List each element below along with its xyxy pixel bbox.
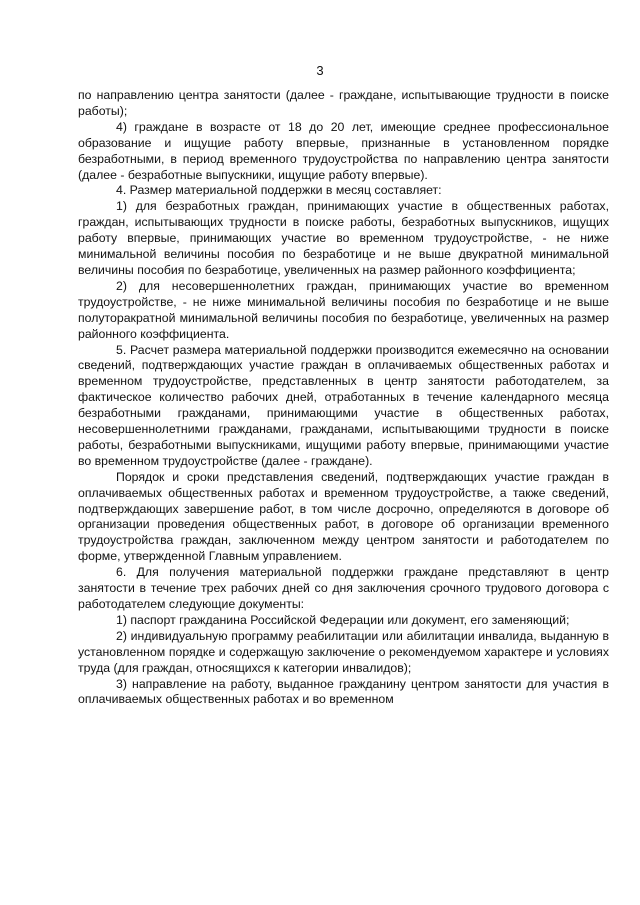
paragraph-item-4-graduates: 4) граждане в возрасте от 18 до 20 лет, имеющие среднее профессиональное образование и ищущие работу впервые, признанные в установленном порядке безработными, в период временного трудоустройства по направлению центра занятости (далее - безработные выпускники, ищущие работу впервые).	[78, 119, 609, 182]
paragraph-section-6-item-2: 2) индивидуальную программу реабилитации или абилитации инвалида, выданную в установленном порядке и содержащую заключение о рекомендуемом характере и условиях труда (для граждан, относящихся к категории инвалидов);	[78, 628, 609, 675]
paragraph-section-4: 4. Размер материальной поддержки в месяц составляет:	[116, 183, 442, 198]
paragraph-section-6: 6. Для получения материальной поддержки граждане представляют в центр занятости в течение трех рабочих дней со дня заключения срочного трудового договора с работодателем следующие документы:	[78, 565, 609, 611]
document-body	[78, 88, 609, 708]
paragraph-continuation: по направлению центра занятости (далее - граждане, испытывающие трудности в поиске работы);	[78, 88, 609, 118]
paragraph-section-4-item-2: 2) для несовершеннолетних граждан, принимающих участие во временном трудоустройстве, - не ниже минимальной величины пособия по безработице и не выше полуторакратной минимальной величины пособия по безработице, увеличенных на размер районного коэффициента.	[78, 278, 609, 341]
paragraph-section-5: 5. Расчет размера материальной поддержки производится ежемесячно на основании сведений, подтверждающих участие граждан в оплачиваемых общественных работах и временном трудоустройстве, представленных в центр занятости работодателем, за фактическое количество рабочих дней, отработанных в течение календарного месяца безработными гражданами, принимающими участие в общественных работах, несовершеннолетними гражданами, гражданами, испытывающими трудности в поиске работы, безработными выпускниками, ищущими работу впервые, принимающими участие во временном трудоустройстве (далее - граждане).	[78, 342, 609, 468]
paragraph-section-4-item-1: 1) для безработных граждан, принимающих участие в общественных работах, граждан, испытывающих трудности в поиске работы, безработных выпускников, ищущих работу впервые, принимающих участие во временном трудоустройстве, - не ниже минимальной величины пособия по безработице и не выше двукратной минимальной величины пособия по безработице, увеличенных на размер районного коэффициента;	[78, 199, 609, 277]
page-number: 3	[316, 63, 324, 78]
paragraph-procedure: Порядок и сроки представления сведений, подтверждающих участие граждан в оплачиваемых общественных работах и временном трудоустройстве, а также сведений, подтверждающих завершение работ, в том числе досрочно, определяются в договоре об организации проведения общественных работ, в договоре об организации временного трудоустройства граждан, заключенном между центром занятости и работодателем по форме, утвержденной Главным управлением.	[78, 469, 609, 564]
paragraph-section-6-item-3: 3) направление на работу, выданное гражданину центром занятости для участия в оплачиваемых общественных работах и во временном	[78, 676, 609, 707]
paragraph-section-6-item-1: 1) паспорт гражданина Российской Федерации или документ, его заменяющий;	[116, 612, 570, 627]
